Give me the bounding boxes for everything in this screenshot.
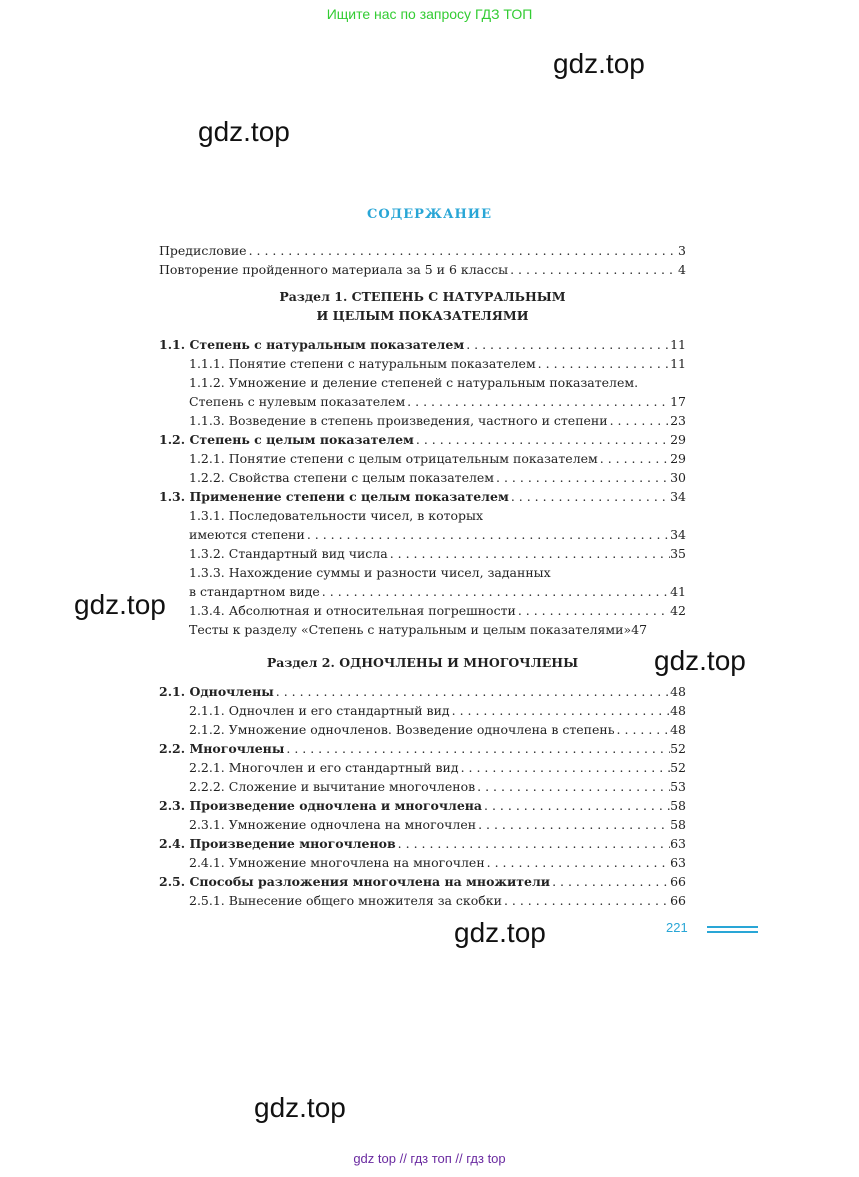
toc-leader (464, 335, 670, 354)
toc-entry-title: в стандартном виде (189, 584, 320, 599)
toc-leader (450, 701, 670, 720)
toc-entry-page: 42 (670, 603, 686, 618)
toc-entry-page: 41 (670, 584, 686, 599)
toc-entry-page: 17 (670, 394, 686, 409)
table-of-contents (159, 241, 686, 910)
toc-entry-page: 34 (670, 527, 686, 542)
bottom-links[interactable]: gdz top // гдз топ // гдз top (353, 1151, 506, 1166)
toc-entry (159, 620, 686, 639)
toc-entry-page: 4 (678, 262, 686, 277)
toc-entry (159, 739, 686, 758)
top-banner[interactable]: Ищите нас по запросу ГДЗ ТОП (326, 6, 533, 22)
toc-entry-page: 58 (670, 798, 686, 813)
toc-entry-page: 53 (670, 779, 686, 794)
decorative-rule (707, 931, 758, 933)
toc-entry (159, 430, 686, 449)
toc-entry (159, 720, 686, 739)
toc-entry-title: 1.3. Применение степени с целым показателем (159, 489, 509, 504)
toc-entry-page: 47 (631, 622, 648, 637)
toc-entry (159, 853, 686, 872)
toc-entry-page: 63 (670, 855, 686, 870)
toc-entry-line: 1.3.3. Нахождение суммы и разности чисел, заданных (189, 565, 551, 580)
toc-entry-title: 1.1. Степень с натуральным показателем (159, 337, 465, 352)
toc-entry (159, 796, 686, 815)
toc-entry-page: 23 (670, 413, 686, 428)
toc-leader (508, 260, 678, 279)
toc-entry-page: 3 (678, 243, 686, 258)
toc-entry (159, 758, 686, 777)
toc-leader (388, 544, 670, 563)
toc-entry-title: 1.2.1. Понятие степени с целым отрицательным показателем (189, 451, 598, 466)
decorative-rule (707, 926, 758, 928)
watermark: gdz.top (553, 48, 645, 79)
toc-entry-page: 48 (670, 703, 686, 718)
toc-entry-line: 1.1.2. Умножение и деление степеней с натуральным показателем. (189, 375, 639, 390)
toc-entry-page: 66 (670, 893, 686, 908)
toc-entry-title: 2.4.1. Умножение многочлена на многочлен (189, 855, 485, 870)
toc-entry-page: 48 (670, 722, 686, 737)
watermark: gdz.top (654, 645, 746, 676)
toc-leader (475, 777, 670, 796)
toc-leader (536, 354, 670, 373)
toc-entry (159, 682, 686, 701)
toc-entry-title: имеются степени (189, 527, 305, 542)
toc-entry-line: 1.3.1. Последовательности чисел, в которых (189, 508, 484, 523)
toc-entry-page: 66 (670, 874, 686, 889)
toc-leader (550, 872, 670, 891)
toc-entry-title: Степень с нулевым показателем (189, 394, 406, 409)
toc-leader (305, 525, 670, 544)
toc-entry (159, 487, 686, 506)
watermark: gdz.top (254, 1092, 346, 1123)
toc-entry-page: 30 (670, 470, 686, 485)
toc-entry (159, 449, 686, 468)
toc-leader (274, 682, 670, 701)
toc-leader (608, 411, 671, 430)
toc-leader (516, 601, 670, 620)
toc-entry-page: 35 (670, 546, 686, 561)
toc-leader (414, 430, 670, 449)
section-heading-line: И ЦЕЛЫМ ПОКАЗАТЕЛЯМИ (316, 308, 529, 323)
section-heading-line: Раздел 1. СТЕПЕНЬ С НАТУРАЛЬНЫМ (279, 289, 566, 304)
toc-entry-title: 2.4. Произведение многочленов (159, 836, 396, 851)
toc-entry-page: 52 (670, 741, 686, 756)
toc-leader (494, 468, 670, 487)
toc-entry-page: 11 (670, 356, 686, 371)
toc-entry (159, 241, 686, 260)
toc-leader (598, 449, 670, 468)
toc-leader (247, 241, 678, 260)
toc-entry-title: 2.3. Произведение одночлена и многочлена (159, 798, 483, 813)
toc-entry-title: 1.1.3. Возведение в степень произведения, частного и степени (189, 413, 608, 428)
section-heading (159, 287, 686, 325)
toc-entry (159, 468, 686, 487)
watermark: gdz.top (454, 917, 546, 948)
toc-entry-title: Повторение пройденного материала за 5 и 6 классы (159, 262, 509, 277)
toc-leader (485, 853, 670, 872)
toc-entry-title: 2.5.1. Вынесение общего множителя за скобки (189, 893, 502, 908)
toc-leader (476, 815, 670, 834)
toc-entry-title: 1.2.2. Свойства степени с целым показателем (189, 470, 495, 485)
toc-entry-title: 2.3.1. Умножение одночлена на многочлен (189, 817, 477, 832)
section-heading-line: Раздел 2. ОДНОЧЛЕНЫ И МНОГОЧЛЕНЫ (266, 655, 579, 670)
toc-entry-page: 11 (670, 337, 686, 352)
toc-entry (159, 354, 686, 373)
toc-leader (396, 834, 670, 853)
toc-entry-page: 48 (670, 684, 686, 699)
toc-entry-title: 1.3.4. Абсолютная и относительная погрешности (189, 603, 516, 618)
toc-entry-page: 29 (670, 432, 686, 447)
toc-entry (159, 701, 686, 720)
toc-entry (159, 411, 686, 430)
toc-leader (320, 582, 670, 601)
page-number: 221 (666, 920, 688, 935)
toc-entry (159, 601, 686, 620)
toc-leader (502, 891, 670, 910)
contents-title: СОДЕРЖАНИЕ (366, 207, 493, 222)
toc-entry (159, 260, 686, 279)
toc-entry-page: 58 (670, 817, 686, 832)
toc-entry-title: 2.2.2. Сложение и вычитание многочленов (189, 779, 476, 794)
toc-entry (159, 834, 686, 853)
toc-entry (159, 891, 686, 910)
toc-entry (159, 544, 686, 563)
toc-entry-title: 2.1.2. Умножение одночленов. Возведение одночлена в степень (189, 722, 615, 737)
toc-entry-title: 2.2.1. Многочлен и его стандартный вид (189, 760, 459, 775)
section-heading (159, 653, 686, 672)
toc-entry-title: 1.1.1. Понятие степени с натуральным показателем (189, 356, 536, 371)
toc-entry-page: 52 (670, 760, 686, 775)
toc-entry-title: 1.3.2. Стандартный вид числа (189, 546, 388, 561)
toc-entry-title: Тесты к разделу «Степень с натуральным и целым показателями» (189, 622, 632, 637)
toc-entry-title: 2.1. Одночлены (159, 684, 274, 699)
toc-leader (482, 796, 670, 815)
toc-entry-title: 2.2. Многочлены (159, 741, 285, 756)
toc-entry-title: 2.1.1. Одночлен и его стандартный вид (189, 703, 450, 718)
toc-entry (159, 777, 686, 796)
toc-entry (159, 815, 686, 834)
toc-leader (615, 720, 671, 739)
toc-entry-title: 2.5. Способы разложения многочлена на множители (159, 874, 551, 889)
toc-leader (405, 392, 670, 411)
toc-entry (159, 335, 686, 354)
toc-leader (284, 739, 670, 758)
toc-entry-title: Предисловие (159, 243, 247, 258)
toc-entry (159, 582, 686, 601)
toc-entry-page: 29 (670, 451, 686, 466)
toc-entry (159, 392, 686, 411)
toc-entry (159, 872, 686, 891)
toc-leader (459, 758, 671, 777)
toc-entry-title: 1.2. Степень с целым показателем (159, 432, 414, 447)
watermark: gdz.top (198, 116, 290, 147)
toc-entry-page: 63 (670, 836, 686, 851)
toc-leader (509, 487, 670, 506)
toc-entry-page: 34 (670, 489, 686, 504)
watermark: gdz.top (74, 589, 166, 620)
toc-entry (159, 525, 686, 544)
